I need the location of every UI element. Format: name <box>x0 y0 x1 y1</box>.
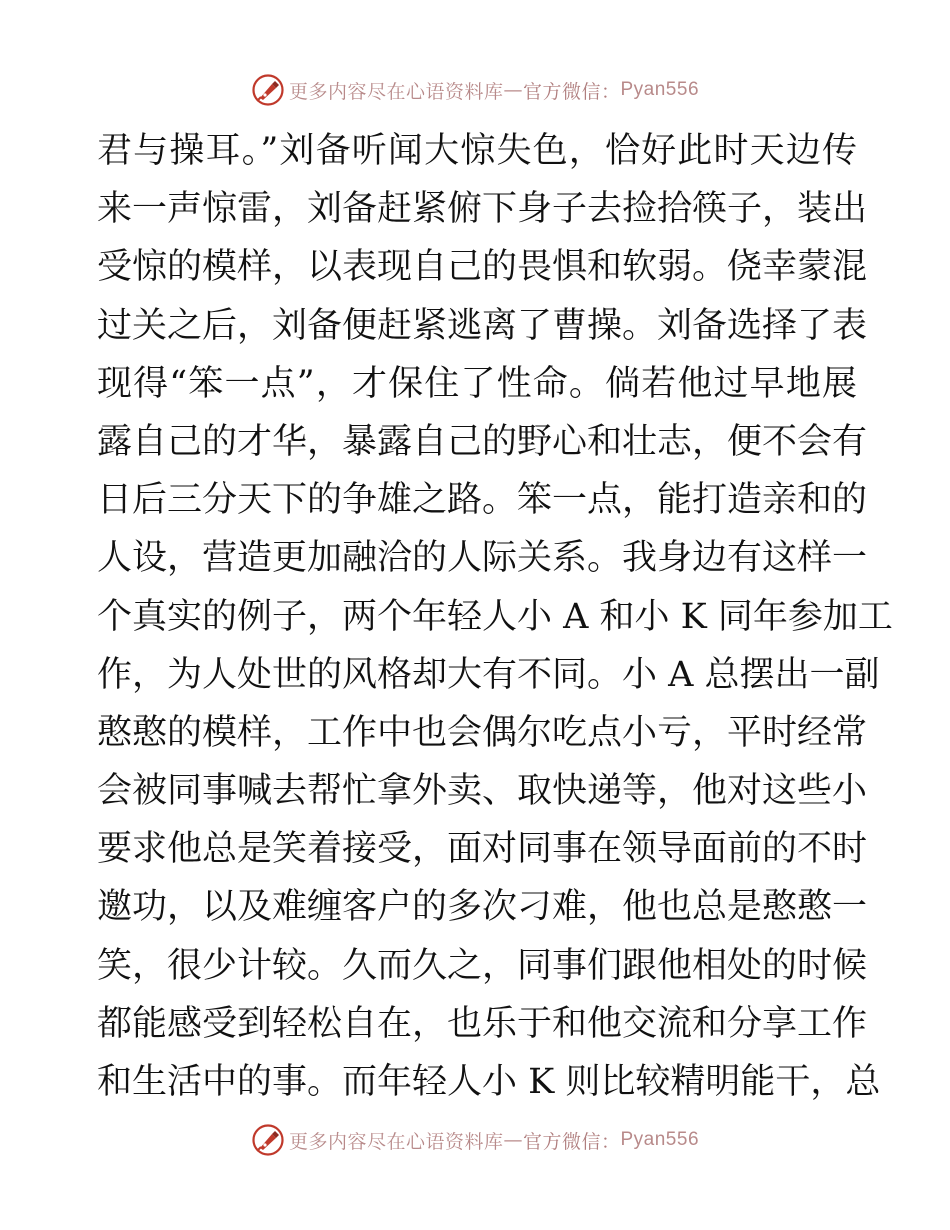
text-line: 日后三分天下的争雄之路。笨一点，能打造亲和的 <box>97 480 868 521</box>
text-line: 人设，营造更加融洽的人际关系。我身边有这样一 <box>97 538 868 579</box>
watermark-wechat-handle: Pyan556 <box>620 1129 700 1150</box>
text-line: 露自己的才华，暴露自己的野心和壮志，便不会有 <box>97 421 868 462</box>
text-line: 个真实的例子，两个年轻人小 A 和小 K 同年参加工 <box>97 596 893 637</box>
text-line: 来一声惊雷，刘备赶紧俯下身子去捡拾筷子，装出 <box>97 189 868 230</box>
text-line: 要求他总是笑着接受，面对同事在领导面前的不时 <box>97 829 868 870</box>
footer-watermark-banner <box>0 1122 950 1158</box>
watermark-separator: — <box>503 1129 523 1151</box>
watermark-separator: — <box>503 79 523 101</box>
watermark-site-text: 更多内容尽在心语资料库 <box>288 80 504 103</box>
header-watermark-banner <box>0 72 950 108</box>
pen-nib-logo-icon <box>251 73 285 107</box>
pen-nib-logo-icon <box>251 1123 285 1157</box>
text-line: 现得“笨一点”，才保住了性命。倘若他过早地展 <box>97 363 857 404</box>
watermark-wechat-label: 官方微信： <box>522 80 621 103</box>
text-line: 过关之后，刘备便赶紧逃离了曹操。刘备选择了表 <box>97 305 868 346</box>
text-line: 作，为人处世的风格却大有不同。小 A 总摆出一副 <box>97 654 880 695</box>
text-line: 和生活中的事。而年轻人小 K 则比较精明能干，总 <box>97 1062 881 1102</box>
document-body <box>97 122 893 1111</box>
text-line: 受惊的模样，以表现自己的畏惧和软弱。侥幸蒙混 <box>97 247 868 288</box>
text-line: 君与操耳。”刘备听闻大惊失色，恰好此时天边传 <box>97 131 857 171</box>
watermark-site-text: 更多内容尽在心语资料库 <box>288 1130 504 1153</box>
text-line: 笑，很少计较。久而久之，同事们跟他相处的时候 <box>97 945 868 986</box>
watermark-wechat-label: 官方微信： <box>522 1130 621 1153</box>
text-line: 憨憨的模样，工作中也会偶尔吃点小亏，平时经常 <box>97 712 868 753</box>
text-line: 都能感受到轻松自在，也乐于和他交流和分享工作 <box>97 1003 868 1044</box>
text-line: 会被同事喊去帮忙拿外卖、取快递等，他对这些小 <box>97 771 868 812</box>
text-line: 邀功，以及难缠客户的多次刁难，他也总是憨憨一 <box>97 887 868 928</box>
watermark-wechat-handle: Pyan556 <box>620 79 700 100</box>
